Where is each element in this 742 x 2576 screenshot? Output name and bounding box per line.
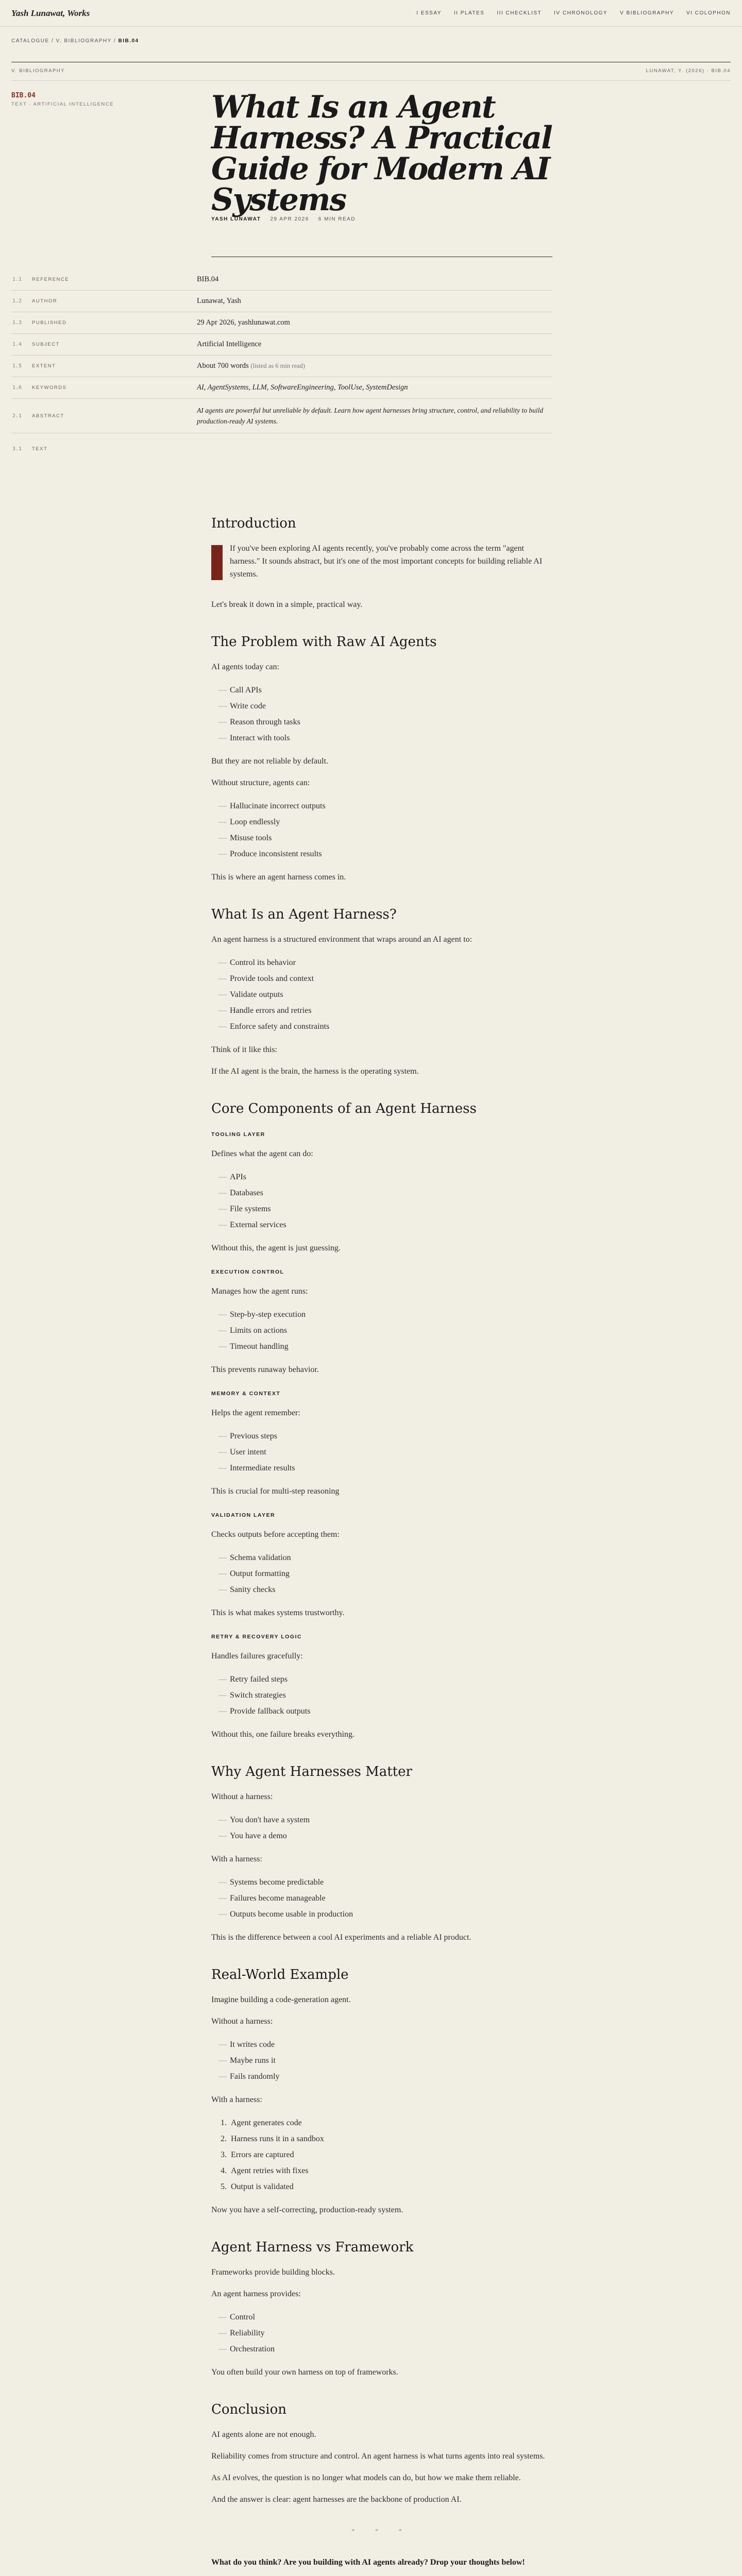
list-item: — Intermediate results bbox=[218, 1460, 551, 1476]
list-item: — Systems become predictable bbox=[218, 1874, 551, 1890]
list-item: — Validate outputs bbox=[218, 987, 551, 1003]
row-key: EXTENT bbox=[32, 363, 56, 369]
subsection-label: EXECUTION CONTROL bbox=[211, 1269, 284, 1275]
list-item: — You don't have a system bbox=[218, 1812, 551, 1828]
extent-value: About 700 words bbox=[197, 362, 249, 370]
extent-note: (listed as 6 min read) bbox=[250, 362, 305, 369]
list-item: — Control its behavior bbox=[218, 955, 551, 971]
list-item: — APIs bbox=[218, 1169, 551, 1185]
row-index: 1.5 bbox=[12, 363, 22, 369]
row-key: KEYWORDS bbox=[32, 385, 67, 391]
list-item: — Schema validation bbox=[218, 1550, 551, 1566]
metadata-row bbox=[11, 312, 552, 334]
entry-tags: TEXT · ARTIFICIAL INTELLIGENCE bbox=[11, 101, 114, 107]
bullet-list bbox=[218, 2037, 551, 2084]
section-heading: The Problem with Raw AI Agents bbox=[211, 634, 437, 650]
abstract-value: AI agents are powerful but unreliable by default. Learn how agent harnesses bring structure, control, and reliability to build production-ready AI systems. bbox=[197, 406, 544, 425]
subsection-label: RETRY & RECOVERY LOGIC bbox=[211, 1634, 302, 1640]
paragraph: This is the difference between a cool AI experiments and a reliable AI product. bbox=[211, 1933, 471, 1942]
list-item: — Reliability bbox=[218, 2325, 551, 2341]
row-index: 1.3 bbox=[12, 320, 22, 326]
paragraph: Let's break it down in a simple, practical way. bbox=[211, 600, 363, 609]
paragraph: With a harness: bbox=[211, 2095, 262, 2104]
list-item: — User intent bbox=[218, 1444, 551, 1460]
list-item: 3. Errors are captured bbox=[229, 2147, 551, 2163]
drop-cap bbox=[211, 545, 223, 580]
section-heading: What Is an Agent Harness? bbox=[211, 907, 397, 922]
paragraph: This is crucial for multi-step reasoning bbox=[211, 1487, 340, 1496]
list-item: — Produce inconsistent results bbox=[218, 846, 551, 862]
section-heading: Why Agent Harnesses Matter bbox=[211, 1764, 412, 1780]
metadata-row bbox=[11, 355, 552, 377]
subsection-label: MEMORY & CONTEXT bbox=[211, 1391, 281, 1397]
paragraph: Think of it like this: bbox=[211, 1045, 277, 1054]
paragraph: Without a harness: bbox=[211, 1792, 273, 1801]
list-item: — Output formatting bbox=[218, 1566, 551, 1582]
paragraph: Now you have a self-correcting, production-ready system. bbox=[211, 2206, 403, 2214]
metadata-row bbox=[11, 334, 552, 355]
publish-date: 29 APR 2026 bbox=[270, 216, 309, 222]
list-item: — Step-by-step execution bbox=[218, 1307, 551, 1323]
nav-link-bibliography[interactable]: V BIBLIOGRAPHY bbox=[620, 10, 674, 16]
list-item: — Write code bbox=[218, 698, 551, 714]
section-break: * * * bbox=[351, 2527, 411, 2535]
nav-link-checklist[interactable]: III CHECKLIST bbox=[497, 10, 542, 16]
bullet-list bbox=[218, 1874, 551, 1922]
breadcrumb-current: BIB.04 bbox=[118, 38, 139, 44]
list-item: 1. Agent generates code bbox=[229, 2115, 551, 2131]
row-value: Artificial Intelligence bbox=[197, 340, 262, 348]
row-index: 1.4 bbox=[12, 342, 22, 347]
row-key: ABSTRACT bbox=[32, 413, 64, 419]
breadcrumb-path[interactable]: CATALOGUE / V. BIBLIOGRAPHY / bbox=[11, 38, 119, 44]
list-item: 4. Agent retries with fixes bbox=[229, 2163, 551, 2179]
row-value[interactable]: 29 Apr 2026, yashlunawat.com bbox=[197, 318, 290, 327]
bullet-list bbox=[218, 1428, 551, 1476]
paragraph: As AI evolves, the question is no longer what models can do, but how we make them reliable. bbox=[211, 2473, 521, 2482]
list-item: — Switch strategies bbox=[218, 1687, 551, 1703]
subsection-label: TOOLING LAYER bbox=[211, 1131, 265, 1138]
paragraph: Without this, one failure breaks everything. bbox=[211, 1730, 355, 1739]
section-heading: Real-World Example bbox=[211, 1967, 349, 1982]
entry-id-block bbox=[11, 92, 114, 107]
list-item: — Failures become manageable bbox=[218, 1890, 551, 1906]
bullet-list bbox=[218, 1169, 551, 1233]
row-key: SUBJECT bbox=[32, 342, 60, 347]
row-value: Lunawat, Yash bbox=[197, 297, 241, 305]
row-key: AUTHOR bbox=[32, 298, 58, 304]
site-brand[interactable]: Yash Lunawat, Works bbox=[11, 8, 90, 18]
bullet-list bbox=[218, 682, 551, 746]
entry-number: BIB.04 bbox=[11, 92, 36, 99]
bullet-list bbox=[218, 1550, 551, 1598]
section-heading: Introduction bbox=[211, 516, 296, 531]
row-value bbox=[197, 355, 552, 377]
list-item: — Retry failed steps bbox=[218, 1671, 551, 1687]
list-item: — Provide fallback outputs bbox=[218, 1703, 551, 1719]
paragraph: This is what makes systems trustworthy. bbox=[211, 1608, 345, 1617]
byline bbox=[211, 216, 356, 222]
citation-label: LUNAWAT, Y. (2026) · BIB.04 bbox=[646, 68, 731, 74]
list-item: — Outputs become usable in production bbox=[218, 1906, 551, 1922]
section-heading: Agent Harness vs Framework bbox=[211, 2240, 414, 2255]
metadata-row bbox=[11, 399, 552, 433]
row-index: 1.1 bbox=[12, 277, 22, 282]
list-item: 5. Output is validated bbox=[229, 2179, 551, 2195]
paragraph: This is where an agent harness comes in. bbox=[211, 873, 346, 882]
row-index: 1.6 bbox=[12, 385, 22, 391]
paragraph: Handles failures gracefully: bbox=[211, 1652, 303, 1660]
bullet-list bbox=[218, 1307, 551, 1354]
list-item: — It writes code bbox=[218, 2037, 551, 2053]
list-item: — Previous steps bbox=[218, 1428, 551, 1444]
paragraph: AI agents alone are not enough. bbox=[211, 2430, 316, 2439]
paragraph: Checks outputs before accepting them: bbox=[211, 1530, 340, 1539]
bullet-list bbox=[218, 955, 551, 1035]
paragraph: And the answer is clear: agent harnesses are the backbone of production AI. bbox=[211, 2495, 462, 2504]
bullet-list bbox=[218, 1671, 551, 1719]
list-item: — Enforce safety and constraints bbox=[218, 1019, 551, 1035]
list-item: — Control bbox=[218, 2309, 551, 2325]
row-key: REFERENCE bbox=[32, 277, 70, 282]
row-index: 1.2 bbox=[12, 298, 22, 304]
paragraph: This prevents runaway behavior. bbox=[211, 1365, 319, 1374]
list-item: — External services bbox=[218, 1217, 551, 1233]
list-item: — Provide tools and context bbox=[218, 971, 551, 987]
subsection-label: VALIDATION LAYER bbox=[211, 1512, 276, 1518]
list-item: 2. Harness runs it in a sandbox bbox=[229, 2131, 551, 2147]
list-item: — Databases bbox=[218, 1185, 551, 1201]
nav-link-plates[interactable]: II PLATES bbox=[453, 10, 485, 16]
row-key: TEXT bbox=[32, 446, 48, 452]
paragraph: AI agents today can: bbox=[211, 663, 279, 671]
top-nav bbox=[0, 0, 742, 27]
author-name: YASH LUNAWAT bbox=[211, 216, 261, 222]
list-item: — Call APIs bbox=[218, 682, 551, 698]
bullet-list bbox=[218, 1812, 551, 1844]
list-item: — Reason through tasks bbox=[218, 714, 551, 730]
list-item: — Fails randomly bbox=[218, 2069, 551, 2084]
row-index: 3.1 bbox=[12, 446, 22, 452]
paragraph: Imagine building a code-generation agent. bbox=[211, 1995, 351, 2004]
section-label[interactable]: V. BIBLIOGRAPHY bbox=[11, 68, 65, 74]
row-key: PUBLISHED bbox=[32, 320, 67, 326]
section-heading: Conclusion bbox=[211, 2402, 286, 2417]
section-strip bbox=[11, 68, 731, 74]
list-item: — Timeout handling bbox=[218, 1338, 551, 1354]
paragraph: If you've been exploring AI agents recently, you've probably come across the term "agent harness." It sounds abstract, but it's one of the most important concepts for building reliable AI systems. bbox=[230, 544, 543, 579]
row-index: 2.1 bbox=[12, 413, 22, 419]
list-item: — Maybe runs it bbox=[218, 2053, 551, 2069]
paragraph: But they are not reliable by default. bbox=[211, 757, 329, 766]
list-item: — You have a demo bbox=[218, 1828, 551, 1844]
nav-link-colophon[interactable]: VI COLOPHON bbox=[686, 10, 731, 16]
paragraph: If the AI agent is the brain, the harness is the operating system. bbox=[211, 1067, 419, 1076]
paragraph: Manages how the agent runs: bbox=[211, 1287, 308, 1296]
paragraph: Reliability comes from structure and control. An agent harness is what turns agents into real systems. bbox=[211, 2452, 545, 2461]
paragraph: Without structure, agents can: bbox=[211, 778, 310, 787]
nav-link-chronology[interactable]: IV CHRONOLOGY bbox=[554, 10, 608, 16]
list-item: — Sanity checks bbox=[218, 1582, 551, 1598]
section-heading: Core Components of an Agent Harness bbox=[211, 1101, 477, 1116]
list-item: — Interact with tools bbox=[218, 730, 551, 746]
metadata-row bbox=[11, 291, 552, 312]
metadata-row bbox=[11, 269, 552, 291]
breadcrumb bbox=[11, 38, 139, 44]
paragraph: You often build your own harness on top of frameworks. bbox=[211, 2368, 398, 2377]
divider bbox=[11, 80, 731, 81]
read-time: 6 MIN READ bbox=[318, 216, 356, 222]
numbered-list bbox=[221, 2115, 551, 2195]
list-item: — Misuse tools bbox=[218, 830, 551, 846]
list-item: — Orchestration bbox=[218, 2341, 551, 2357]
keywords-value: AI, AgentSystems, LLM, SoftwareEngineering, ToolUse, SystemDesign bbox=[197, 383, 408, 392]
article-body bbox=[211, 515, 551, 2576]
bullet-list bbox=[218, 2309, 551, 2357]
paragraph: An agent harness is a structured environment that wraps around an AI agent to: bbox=[211, 935, 473, 944]
paragraph: Without this, the agent is just guessing. bbox=[211, 1244, 341, 1252]
page-title: What Is an Agent Harness? A Practical Guide for Modern AI Systems bbox=[211, 89, 552, 218]
paragraph: Without a harness: bbox=[211, 2017, 273, 2026]
paragraph: An agent harness provides: bbox=[211, 2290, 301, 2298]
row-value: BIB.04 bbox=[197, 275, 219, 283]
closing-question: What do you think? Are you building with AI agents already? Drop your thoughts below! bbox=[211, 2558, 525, 2567]
paragraph: Helps the agent remember: bbox=[211, 1409, 300, 1417]
paragraph: Frameworks provide building blocks. bbox=[211, 2268, 335, 2277]
intro-paragraph bbox=[211, 542, 551, 589]
metadata-row bbox=[11, 377, 552, 399]
paragraph: Defines what the agent can do: bbox=[211, 1149, 313, 1158]
list-item: — Limits on actions bbox=[218, 1323, 551, 1338]
metadata-row bbox=[11, 433, 552, 464]
nav-links bbox=[416, 10, 731, 16]
paragraph: With a harness: bbox=[211, 1855, 262, 1863]
row-value bbox=[197, 443, 552, 455]
list-item: — Handle errors and retries bbox=[218, 1003, 551, 1019]
nav-link-essay[interactable]: I ESSAY bbox=[416, 10, 442, 16]
bullet-list bbox=[218, 798, 551, 862]
list-item: — Loop endlessly bbox=[218, 814, 551, 830]
list-item: — File systems bbox=[218, 1201, 551, 1217]
metadata-table bbox=[11, 269, 552, 464]
list-item: — Hallucinate incorrect outputs bbox=[218, 798, 551, 814]
